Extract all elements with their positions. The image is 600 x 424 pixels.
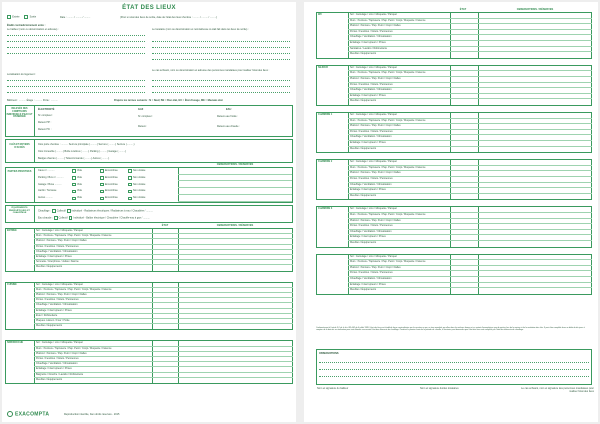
parties-privatives-0-checkbox[interactable] bbox=[72, 183, 76, 187]
brand-logo bbox=[7, 411, 49, 417]
parties-privatives-option-label: Vide bbox=[77, 196, 82, 200]
room-item-label: Meubles / Équipements bbox=[350, 241, 377, 244]
parties-privatives-2-checkbox[interactable] bbox=[128, 176, 132, 180]
room-name: SDB/DOUCHE bbox=[7, 341, 24, 345]
gaz-label: GAZ bbox=[138, 108, 144, 111]
parties-privatives-row: Cave nᵒ .......... bbox=[38, 169, 55, 172]
brand-name: EXACOMPTA bbox=[15, 411, 50, 418]
room-item-label: Éclairage / Interrupteurs / Prises bbox=[350, 235, 386, 239]
elec-row-1: Nᵒ compteur : bbox=[38, 114, 54, 117]
releves-label: RELEVÉS DES COMPTEURS INDIVIDUELS D'EAU ET D'ÉNERGIE bbox=[6, 108, 33, 119]
room-item-label: Portes / Fenêtres / Volets / Persiennes bbox=[36, 244, 79, 248]
room-item-label: Chauffage / Ventilation / Climatisation bbox=[350, 88, 392, 92]
signature-bailleur: Nom et signature du bailleur bbox=[317, 387, 349, 390]
room-item-label: Plafond : Peinture / Pap. Peint / Crépi / Dalles bbox=[36, 239, 87, 243]
room-item-label: Éclairage / Interrupteurs / Prises bbox=[36, 308, 72, 312]
room-item-label: Chauffage / Ventilation / Climatisation bbox=[350, 135, 392, 139]
page-left bbox=[2, 2, 296, 422]
page-title: ÉTAT DES LIEUX bbox=[122, 5, 176, 11]
observations-header-left: OBSERVATIONS / RÉSERVES bbox=[216, 224, 254, 227]
cles-row-1: Clés porte d'entrée : .......... Serrure principale (..........) Serrure (..........) Serrure (..........) bbox=[38, 143, 135, 146]
chauffage-collectif-checkbox[interactable] bbox=[52, 209, 56, 213]
elec-row-2: Relevé HP : bbox=[38, 121, 52, 124]
legal-text: Conformément à l'article 3-2 de la loi n°89-462 du 6 juillet 1989, l'état des lieux est établi de façon contradictoire par les parties ou par un tiers mandaté par elles dans les mêmes formes et en autant d'exemplaires que de parties lors de la remise et de la restitution des clés. Il peut être complété dans un délai de dix jours à compter de la date de sa réalisation pour tout élément concernant l'état des éléments de chauffage. Pendant le premier mois de la période de chauffe, le locataire peut demander que l'état des lieux soit complété par l'état des éléments de chauffage. bbox=[316, 327, 585, 332]
etat-legend: D'après les termes suivants : N = Neuf, BE = Bon état, EU = État d'usage, ME = Mauvais état bbox=[114, 99, 223, 102]
mandataire-label: Le cas échéant, nom ou dénomination et adresse des personnes mandatées pour réaliser l'état des lieux : bbox=[152, 69, 270, 72]
parties-privatives-option-label: Encombrée bbox=[105, 169, 118, 172]
chauffage-row bbox=[38, 209, 153, 213]
room-item-label: Meubles / Équipements bbox=[36, 377, 63, 381]
room-item-label: Plaques cuisson / Four / Hotte bbox=[36, 319, 70, 322]
room-item-label: Évier / Robinetterie bbox=[36, 313, 58, 317]
room-item-label: Murs : Peinture / Tapisserie / Pap. Peint / Crépi / Moquette / Faïence bbox=[36, 287, 112, 291]
room-item-label: Portes / Fenêtres / Volets / Persiennes bbox=[350, 271, 393, 275]
room-item-label: Portes / Fenêtres / Volets / Persiennes bbox=[36, 298, 79, 302]
room-item-label: Chauffage / Ventilation / Climatisation bbox=[350, 182, 392, 186]
signature-locataire: Nom et signature du/des locataires bbox=[420, 387, 459, 390]
parties-privatives-label: PARTIES PRIVATIVES bbox=[7, 171, 32, 173]
room-item-label: Chauffage / Ventilation / Climatisation bbox=[36, 249, 78, 253]
eau-chaude-collectif-label: Collectif bbox=[58, 216, 68, 220]
room-item-label: Plafond : Peinture / Pap. Peint / Crépi / Dalles bbox=[350, 124, 401, 128]
batiment-label: Bâtiment : .......... Étage : .......... Porte : .......... bbox=[7, 99, 58, 102]
parties-privatives-2-checkbox[interactable] bbox=[128, 183, 132, 187]
etat-header-left: ÉTAT bbox=[161, 224, 169, 227]
parties-privatives-option-label: Encombrée bbox=[105, 189, 118, 193]
equipements-label: ÉQUIPEMENTS ÉNERGÉTIQUES ET CHAUFFAGE bbox=[9, 207, 30, 215]
room-item-label: Chauffage / Ventilation / Climatisation bbox=[350, 35, 392, 39]
room-item-label: Éclairage / Interrupteurs / Prises bbox=[36, 367, 72, 371]
observations-header: OBSERVATIONS / RÉSERVES bbox=[216, 163, 254, 166]
gaz-row-2: Relevé : bbox=[138, 125, 148, 128]
room-name: CUISINE bbox=[7, 282, 17, 286]
eau-row-2: Relevé eau chaude : bbox=[217, 125, 240, 128]
room-item-label: Sol : Carrelage / Lino / Moquette / Parquet bbox=[36, 229, 83, 232]
room-item-label: Sol : Carrelage / Lino / Moquette / Parquet bbox=[350, 65, 397, 69]
room-item-label: Plafond : Peinture / Pap. Peint / Crépi / Dalles bbox=[350, 24, 401, 28]
room-item-label: Éclairage / Interrupteurs / Prises bbox=[350, 93, 386, 97]
parties-privatives-row: Garage / Boxe .......... bbox=[38, 182, 62, 186]
parties-privatives-row: Parking / Box nᵒ .......... bbox=[38, 175, 64, 179]
chauffage-label: Chauffage : bbox=[38, 209, 51, 213]
room-item-label: Sol : Carrelage / Lino / Moquette / Parquet bbox=[36, 341, 83, 345]
room-item-label: Meubles / Équipements bbox=[36, 265, 63, 269]
entry-date: Date : ......... / ......... / ......... bbox=[60, 15, 91, 19]
parties-privatives-row: Autres .......... bbox=[38, 196, 53, 200]
room-item-label: Murs : Peinture / Tapisserie / Pap. Peint / Crépi / Moquette / Faïence bbox=[350, 260, 426, 264]
room-item-label: Murs : Peinture / Tapisserie / Pap. Peint / Crépi / Moquette / Faïence bbox=[350, 165, 426, 169]
signature-mandataire: Le cas échéant, nom et signature des personnes mandatées pour réaliser l'état des lieux bbox=[521, 387, 594, 393]
eau-chaude-individuel-label: Individuel - Ballon électrique / Chaudière / Chauffe-eau à gaz / .......... bbox=[73, 216, 150, 220]
room-item-label: Éclairage / Interrupteurs / Prises bbox=[350, 41, 386, 44]
etat-header-right: ÉTAT bbox=[459, 8, 467, 11]
room-item-label: Meubles / Équipements bbox=[350, 52, 377, 56]
room-name: SÉJOUR bbox=[318, 65, 328, 69]
room-item-label: Meubles / Équipements bbox=[350, 146, 377, 150]
parties-privatives-option-label: Non visitée bbox=[133, 196, 146, 200]
parties-privatives-0-checkbox[interactable] bbox=[72, 176, 76, 180]
sortie-label: Sortie bbox=[29, 15, 37, 19]
room-item-label: Éclairage / Interrupteurs / Prises bbox=[350, 141, 386, 144]
parties-privatives-option-label: Vide bbox=[77, 182, 82, 186]
room-item-label: Plafond : Peinture / Pap. Peint / Crépi / Dalles bbox=[36, 351, 87, 355]
eau-row-1: Relevé eau froide : bbox=[217, 115, 238, 118]
page-right bbox=[304, 2, 598, 422]
bailleur-label: Le bailleur (nom ou dénomination et adresse) : bbox=[7, 28, 59, 31]
parties-privatives-0-checkbox[interactable] bbox=[72, 197, 76, 201]
parties-privatives-option-label: Vide bbox=[77, 189, 82, 193]
room-name: CHAMBRE 2 bbox=[318, 160, 333, 164]
parties-privatives-1-checkbox[interactable] bbox=[100, 197, 104, 201]
room-item-label: Portes / Fenêtres / Volets / Persiennes bbox=[350, 82, 393, 86]
parties-privatives-1-checkbox[interactable] bbox=[100, 169, 104, 173]
room-item-label: Portes / Fenêtres / Volets / Persiennes bbox=[350, 224, 393, 228]
cles-row-2: Clés immeuble (..........) Boîte à lettres (..........) Parking (..........) Garage (..........) bbox=[38, 150, 127, 153]
chauffage-collectif-label: Collectif bbox=[56, 209, 66, 213]
parties-privatives-0-checkbox[interactable] bbox=[72, 169, 76, 173]
room-item-label: Plafond : Peinture / Pap. Peint / Crépi / Dalles bbox=[350, 218, 401, 222]
parties-privatives-2-checkbox[interactable] bbox=[128, 197, 132, 201]
parties-privatives-2-checkbox[interactable] bbox=[128, 190, 132, 194]
parties-privatives-1-checkbox[interactable] bbox=[100, 190, 104, 194]
room-name: WC bbox=[318, 13, 322, 16]
room-item-label: Portes / Fenêtres / Volets / Persiennes bbox=[36, 357, 79, 360]
room-item-label: Murs : Peinture / Tapisserie / Pap. Peint / Crépi / Moquette / Faïence bbox=[350, 118, 426, 122]
parties-privatives-option-label: Non visitée bbox=[133, 182, 146, 186]
footer-note: Reproduction interdite, bien droits réservés - 2015 bbox=[64, 413, 120, 416]
observations-box bbox=[316, 349, 592, 385]
parties-privatives-option-label: Non visitée bbox=[133, 169, 146, 172]
room-item-label: Murs : Peinture / Tapisserie / Pap. Peint / Crépi / Moquette / Faïence bbox=[350, 71, 426, 75]
room-item-label: Plafond : Peinture / Pap. Peint / Crépi / Dalles bbox=[350, 171, 401, 175]
observations-header-right: OBSERVATIONS / RÉSERVES bbox=[516, 8, 554, 11]
room-item-label: Murs : Peinture / Tapisserie / Pap. Peint / Crépi / Moquette / Faïence bbox=[350, 18, 426, 22]
room-item-label: Portes / Fenêtres / Volets / Persiennes bbox=[350, 29, 393, 33]
room-item-label: Meubles / Équipements bbox=[350, 99, 377, 103]
room-item-label: Chauffage / Ventilation / Climatisation bbox=[350, 229, 392, 233]
parties-privatives-row: Jardin / Terrasse bbox=[38, 189, 57, 193]
room-item-label: Portes / Fenêtres / Volets / Persiennes bbox=[350, 177, 393, 180]
room-item-label: Chauffage / Ventilation / Climatisation bbox=[36, 303, 78, 307]
room-name: CHAMBRE 1 bbox=[318, 113, 333, 116]
room-item-label: Éclairage / Interrupteurs / Prises bbox=[350, 188, 386, 192]
room-item-label: Chauffage / Ventilation / Climatisation bbox=[36, 362, 78, 366]
observations-box-label: OBSERVATIONS bbox=[319, 352, 339, 355]
chauffage-individuel-checkbox[interactable] bbox=[67, 209, 71, 213]
cles-label: CLÉS ET MOYENS D'ACCÈS bbox=[9, 144, 30, 149]
room-item-label: Meubles / Équipements bbox=[350, 288, 377, 292]
room-item-label: Sol : Carrelage / Lino / Moquette / Parquet bbox=[350, 113, 397, 116]
parties-privatives-option-label: Non visitée bbox=[133, 175, 146, 179]
room-item-label: Sol : Carrelage / Lino / Moquette / Parquet bbox=[350, 254, 397, 258]
room-item-label: Sanitaires / Lavabo / Robinetterie bbox=[350, 46, 387, 50]
elec-label: ÉLECTRICITÉ bbox=[38, 108, 55, 111]
parties-privatives-1-checkbox[interactable] bbox=[100, 183, 104, 187]
parties-privatives-option-label: Vide bbox=[77, 175, 82, 179]
locataire-label: Le locataire (nom ou dénomination et nom/adresse si était fait dans les lieux de sortie) : bbox=[152, 28, 249, 31]
eau-chaude-collectif-checkbox[interactable] bbox=[54, 216, 58, 220]
room-item-label: Baignoire / Douche / Lavabo / Robinetterie bbox=[36, 372, 84, 376]
parties-privatives-option-label: Vide bbox=[77, 169, 82, 172]
parties-privatives-1-checkbox[interactable] bbox=[100, 176, 104, 180]
localisation-label: Localisation du logement : bbox=[7, 73, 37, 76]
room-item-label: Chauffage / Ventilation / Climatisation bbox=[350, 277, 392, 280]
room-name: ENTRÉE bbox=[7, 229, 17, 232]
entree-label: Entrée bbox=[12, 15, 20, 19]
cles-row-3: Badges d'accès (..........) Télécommande (..........) Autres (..........) bbox=[38, 157, 110, 160]
entry-pour: (Pour un état des lieux de sortie, date de l'état des lieux d'entrée : ......... / ......... / .........) bbox=[120, 16, 217, 19]
parties-privatives-0-checkbox[interactable] bbox=[72, 190, 76, 194]
room-item-label: Portes / Fenêtres / Volets / Persiennes bbox=[350, 129, 393, 133]
parties-privatives-2-checkbox[interactable] bbox=[128, 169, 132, 173]
room-item-label: Murs : Peinture / Tapisserie / Pap. Peint / Crépi / Moquette / Faïence bbox=[36, 346, 112, 350]
eau-chaude-row bbox=[38, 216, 150, 220]
room-item-label: Sonnette / Interphone / Judas / Alarme bbox=[36, 260, 79, 264]
room-item-label: Sol : Carrelage / Lino / Moquette / Parquet bbox=[36, 282, 83, 286]
elec-row-3: Relevé HC : bbox=[38, 128, 52, 131]
room-item-label: Meubles / Équipements bbox=[350, 193, 377, 197]
room-item-label: Sol : Carrelage / Lino / Moquette / Parquet bbox=[350, 160, 397, 164]
parties-heading: Établi contradictoirement entre : bbox=[7, 24, 46, 27]
room-item-label: Éclairage / Interrupteurs / Prises bbox=[36, 255, 72, 258]
eau-chaude-individuel-checkbox[interactable] bbox=[69, 216, 73, 220]
chauffage-individuel-label: Individuel - Radiateurs électriques / Radiateurs à eau / Chaudière / .......... bbox=[71, 209, 154, 213]
parties-privatives-option-label: Encombrée bbox=[105, 175, 118, 179]
room-item-label: Murs : Peinture / Tapisserie / Pap. Peint / Crépi / Moquette / Faïence bbox=[36, 234, 112, 238]
room-item-label: Sol : Carrelage / Lino / Moquette / Parquet bbox=[350, 207, 397, 211]
entry-checkbox-row bbox=[7, 15, 36, 19]
room-item-label: Plafond : Peinture / Pap. Peint / Crépi / Dalles bbox=[350, 77, 401, 80]
equipements-section bbox=[5, 205, 293, 223]
room-item-label: Sol : Carrelage / Lino / Moquette / Parquet bbox=[350, 13, 397, 16]
brand-mark-icon bbox=[7, 411, 13, 417]
parties-privatives-option-label: Non visitée bbox=[133, 189, 146, 193]
parties-privatives-option-label: Encombrée bbox=[105, 182, 118, 186]
room-item-label: Éclairage / Interrupteurs / Prises bbox=[350, 282, 386, 286]
room-item-label: Plafond : Peinture / Pap. Peint / Crépi / Dalles bbox=[350, 265, 401, 269]
eau-label: EAU bbox=[226, 108, 232, 111]
parties-privatives-option-label: Encombrée bbox=[105, 196, 118, 200]
room-item-label: Murs : Peinture / Tapisserie / Pap. Peint / Crépi / Moquette / Faïence bbox=[350, 213, 426, 216]
entree-checkbox[interactable] bbox=[7, 15, 11, 19]
sortie-checkbox[interactable] bbox=[24, 15, 28, 19]
eau-chaude-label: Eau chaude : bbox=[38, 216, 53, 220]
room-item-label: Meubles / Équipements bbox=[36, 324, 63, 328]
room-item-label: Plafond : Peinture / Pap. Peint / Crépi / Dalles bbox=[36, 293, 87, 296]
gaz-row-1: Nᵒ compteur : bbox=[138, 115, 154, 118]
room-name: CHAMBRE 3 bbox=[318, 207, 333, 211]
